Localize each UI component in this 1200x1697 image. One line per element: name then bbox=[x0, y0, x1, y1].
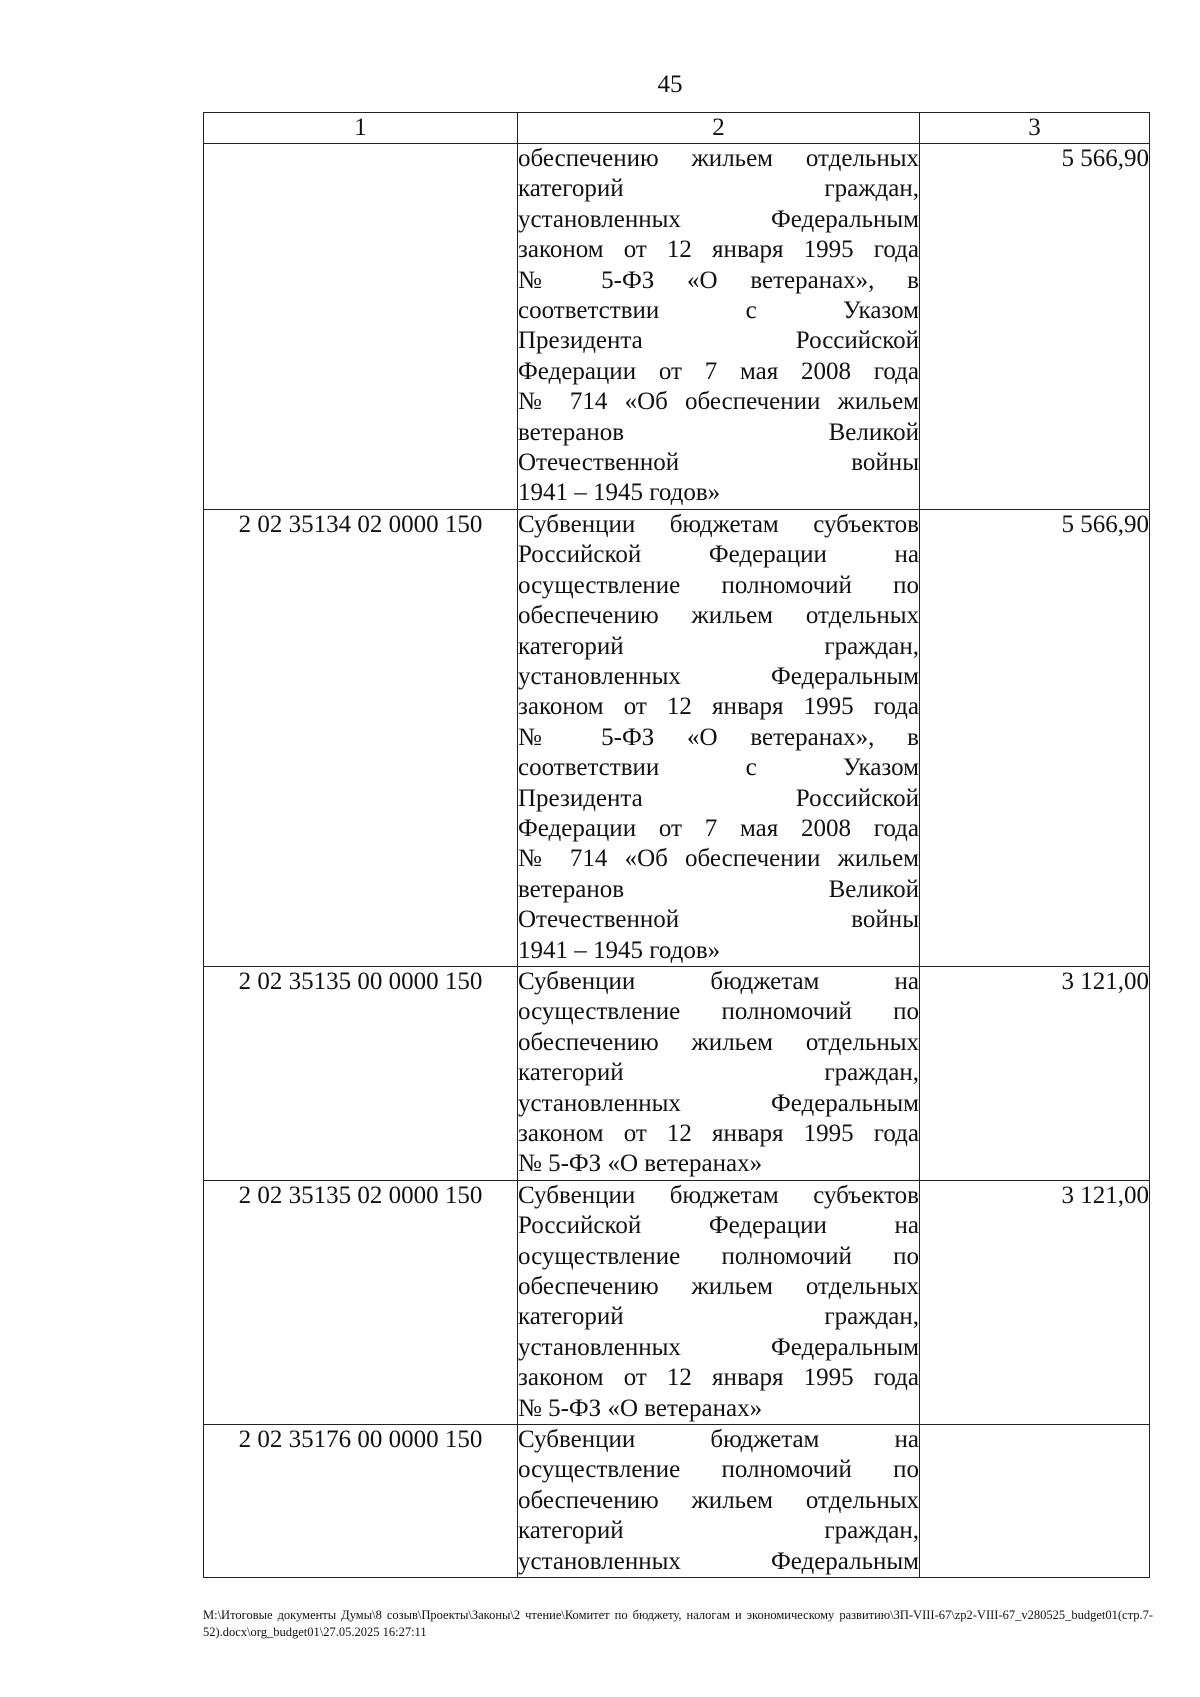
budget-code-cell: 2 02 35135 02 0000 150 bbox=[204, 1180, 518, 1424]
description-line: обеспечению жильем отдельных bbox=[518, 1028, 919, 1056]
table-row bbox=[204, 1425, 1150, 1578]
description-line: обеспечению жильем отдельных bbox=[518, 1486, 919, 1514]
column-header-amount: 3 bbox=[920, 113, 1150, 144]
revenue-name-cell bbox=[518, 1180, 920, 1424]
description-line: Российской Федерации на bbox=[518, 541, 919, 569]
description-line: № 5-ФЗ «О ветеранах» bbox=[518, 1394, 763, 1422]
description-line: Отечественной войны bbox=[518, 906, 919, 934]
description-line: законом от 12 января 1995 года bbox=[518, 693, 919, 721]
description-line: Субвенции бюджетам на bbox=[518, 1426, 919, 1454]
description-line: Президента Российской bbox=[518, 784, 919, 812]
table-row bbox=[204, 144, 1150, 510]
amount-cell: 3 121,00 bbox=[920, 1180, 1150, 1424]
description-line: 1941 – 1945 годов» bbox=[518, 479, 721, 507]
budget-code-cell: 2 02 35134 02 0000 150 bbox=[204, 509, 518, 966]
revenue-name-cell bbox=[518, 1425, 920, 1578]
description-line: категорий граждан, bbox=[518, 1059, 919, 1087]
description-line: законом от 12 января 1995 года bbox=[518, 236, 919, 264]
description-line: установленных Федеральным bbox=[518, 1089, 919, 1117]
description-line: Федерации от 7 мая 2008 года bbox=[518, 357, 919, 385]
budget-code-cell bbox=[204, 144, 518, 510]
amount-cell bbox=[920, 1425, 1150, 1578]
description-line: осуществление полномочий по bbox=[518, 571, 919, 599]
description-line: обеспечению жильем отдельных bbox=[518, 602, 919, 630]
description-line: законом от 12 января 1995 года bbox=[518, 1120, 919, 1147]
description-line: Федерации от 7 мая 2008 года bbox=[518, 814, 919, 842]
description-line: № 5-ФЗ «О ветеранах», в bbox=[518, 723, 919, 751]
description-line: Отечественной войны bbox=[518, 449, 919, 477]
description-line: № 714 «Об обеспечении жильем bbox=[518, 388, 919, 416]
header-row bbox=[204, 113, 1150, 144]
description-line: категорий граждан, bbox=[518, 1303, 919, 1331]
description-line: № 5-ФЗ «О ветеранах», в bbox=[518, 266, 919, 294]
description-line: Субвенции бюджетам на bbox=[518, 967, 919, 995]
description-line: категорий граждан, bbox=[518, 632, 919, 660]
description-line: ветеранов Великой bbox=[518, 875, 919, 903]
description-line: № 5-ФЗ «О ветеранах» bbox=[518, 1150, 763, 1178]
revenue-name-cell bbox=[518, 509, 920, 966]
budget-code-cell: 2 02 35176 00 0000 150 bbox=[204, 1425, 518, 1578]
description-line: соответствии с Указом bbox=[518, 297, 919, 325]
column-header-name: 2 bbox=[518, 113, 920, 144]
description-line: категорий граждан, bbox=[518, 175, 919, 203]
description-line: соответствии с Указом bbox=[518, 754, 919, 782]
amount-cell: 5 566,90 bbox=[920, 509, 1150, 966]
amount-cell: 3 121,00 bbox=[920, 966, 1150, 1180]
table-row bbox=[204, 1180, 1150, 1424]
page-number: 45 bbox=[657, 71, 683, 98]
description-line: 1941 – 1945 годов» bbox=[518, 936, 721, 964]
description-line: ветеранов Великой bbox=[518, 418, 919, 446]
description-line: установленных Федеральным bbox=[518, 662, 919, 690]
revenue-name-cell bbox=[518, 144, 920, 510]
table-row bbox=[204, 509, 1150, 966]
budget-code-cell: 2 02 35135 00 0000 150 bbox=[204, 966, 518, 1180]
description-line: осуществление полномочий по bbox=[518, 1242, 919, 1270]
description-line: Субвенции бюджетам субъектов bbox=[518, 1181, 919, 1209]
table-header bbox=[204, 113, 1150, 144]
description-line: категорий граждан, bbox=[518, 1517, 919, 1545]
description-line: Российской Федерации на bbox=[518, 1212, 919, 1240]
description-line: осуществление полномочий по bbox=[518, 1456, 919, 1484]
description-line: № 714 «Об обеспечении жильем bbox=[518, 845, 919, 873]
amount-cell: 5 566,90 bbox=[920, 144, 1150, 510]
description-line: обеспечению жильем отдельных bbox=[518, 145, 919, 172]
description-line: Президента Российской bbox=[518, 327, 919, 355]
table-body bbox=[204, 144, 1150, 1578]
revenue-name-cell bbox=[518, 966, 920, 1180]
description-line: установленных Федеральным bbox=[518, 1333, 919, 1361]
column-header-code: 1 bbox=[204, 113, 518, 144]
file-path-footer: M:\Итоговые документы Думы\8 созыв\Проекты\Законы\2 чтение\Комитет по бюджету, налогам и экономическому развитию\ЗП-VIII-67\zp2-VIII-67_v280525_budget01(стр.7-52).docx\org_budget01\27.05.2025 16:27:11 bbox=[203, 1608, 1153, 1639]
description-line: установленных Федеральным bbox=[518, 205, 919, 233]
description-line: осуществление полномочий по bbox=[518, 998, 919, 1026]
description-line: Субвенции бюджетам субъектов bbox=[518, 510, 919, 538]
table-row bbox=[204, 966, 1150, 1180]
budget-table bbox=[203, 112, 1150, 1578]
description-line: установленных Федеральным bbox=[518, 1547, 919, 1575]
description-line: законом от 12 января 1995 года bbox=[518, 1364, 919, 1392]
description-line: обеспечению жильем отдельных bbox=[518, 1273, 919, 1301]
